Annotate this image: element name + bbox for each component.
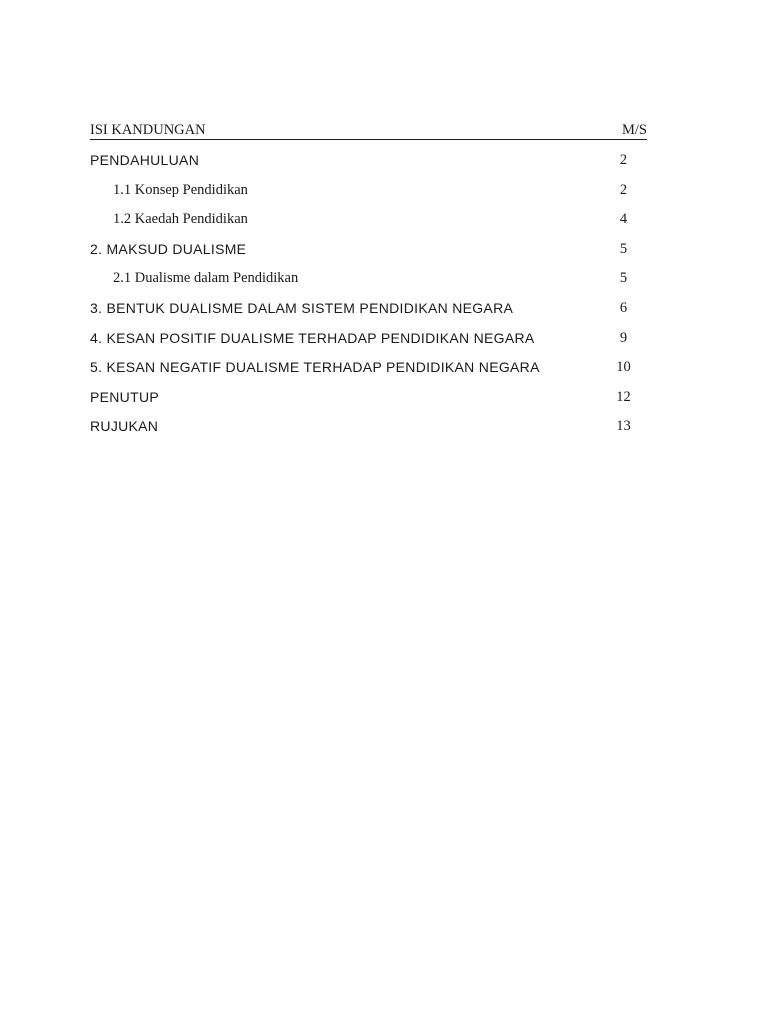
toc-entry-dualisme-dalam-pendidikan	[90, 270, 647, 300]
toc-entry-label: PENUTUP	[90, 388, 159, 405]
toc-entry-page: 2	[619, 181, 628, 198]
toc-entry-page: 10	[616, 359, 631, 376]
toc-title: ISI KANDUNGAN	[90, 122, 206, 138]
toc-entry-page: 9	[619, 329, 628, 346]
toc-entry-page: 2	[619, 152, 628, 168]
toc-entry-kesan-positif	[90, 330, 647, 360]
toc-entry-label: 2.1 Dualisme dalam Pendidikan	[113, 270, 299, 287]
toc-entry-label: 3. BENTUK DUALISME DALAM SISTEM PENDIDIKAN NEGARA	[90, 299, 514, 316]
toc-list	[90, 152, 647, 448]
toc-entry-label: 5. KESAN NEGATIF DUALISME TERHADAP PENDIDIKAN NEGARA	[90, 359, 540, 376]
toc-entry-label: 1.1 Konsep Pendidikan	[113, 181, 248, 198]
toc-entry-label: 2. MAKSUD DUALISME	[90, 240, 247, 257]
toc-entry-penutup	[90, 389, 647, 419]
toc-entry-label: 4. KESAN POSITIF DUALISME TERHADAP PENDIDIKAN NEGARA	[90, 329, 535, 346]
page-column-heading: M/S	[622, 122, 647, 138]
toc-entry-bentuk-dualisme	[90, 300, 647, 330]
toc-entry-page: 12	[616, 388, 631, 405]
toc-entry-kesan-negatif	[90, 359, 647, 389]
toc-entry-konsep-pendidikan	[90, 182, 647, 212]
table-of-contents	[90, 120, 647, 448]
toc-entry-page: 13	[616, 418, 631, 435]
toc-header	[90, 120, 647, 140]
toc-entry-page: 5	[619, 240, 628, 257]
toc-entry-label: RUJUKAN	[90, 418, 159, 435]
toc-entry-rujukan	[90, 418, 647, 448]
toc-entry-pendahuluan	[90, 152, 647, 182]
toc-entry-label: PENDAHULUAN	[90, 152, 200, 168]
toc-entry-maksud-dualisme	[90, 241, 647, 271]
toc-entry-page: 5	[619, 270, 628, 287]
toc-entry-kaedah-pendidikan	[90, 211, 647, 241]
toc-entry-label: 1.2 Kaedah Pendidikan	[113, 211, 248, 228]
toc-entry-page: 4	[619, 211, 628, 228]
toc-entry-page: 6	[619, 299, 628, 316]
